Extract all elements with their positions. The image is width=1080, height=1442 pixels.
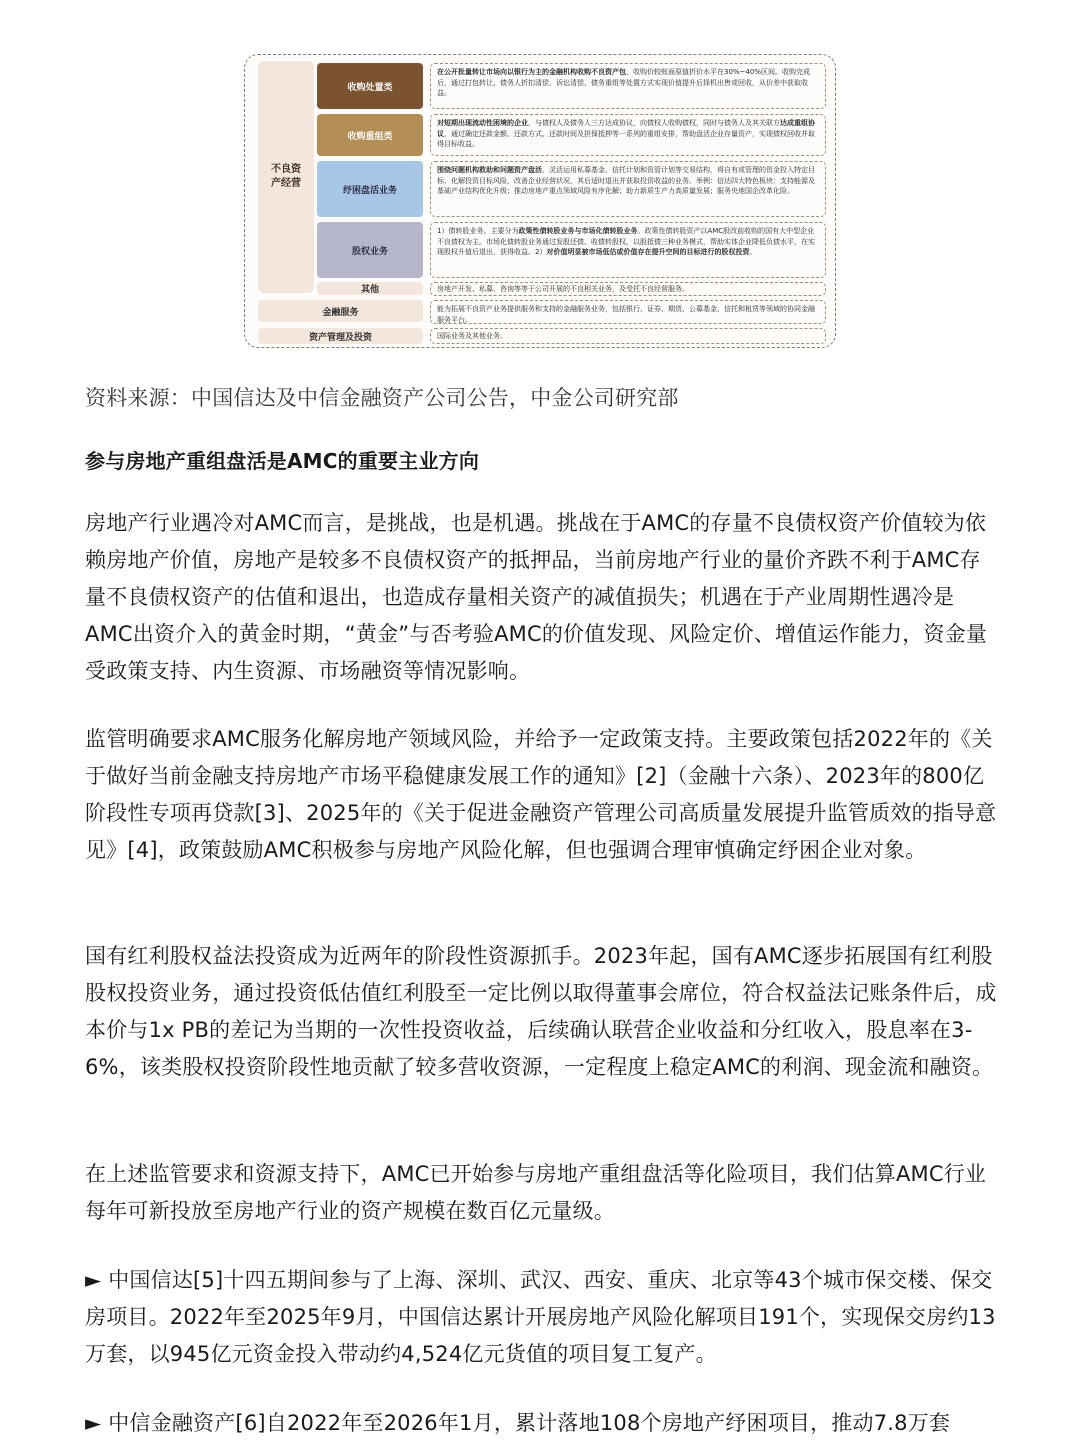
desc-acquisition-disposal: 在公开批量转让市场向以银行为主的金融机构收购不良资产包，收购价较账面原值折价水平在30%~40%区间。收购完成后，通过打包转让、债务人折扣清偿、诉讼清偿、债务重组等处置方式实现价值提升后择机出售或回收，从价差中获取收益。 xyxy=(430,63,826,109)
bullet-paragraph: ► 中国信达[5]十四五期间参与了上海、深圳、武汉、西安、重庆、北京等43个城市保交楼、保交房项目。2022年至2025年9月，中国信达累计开展房地产风险化解项目191个，实现保交房约13万套，以945亿元资金投入带动约4,524亿元货值的项目复工复产。 xyxy=(85,1268,996,1366)
desc-acquisition-restructuring: 对短期出现流动性困境的企业，与债权人及债务人三方达成协议，向债权人收购债权，同时与债务人及其关联方达成重组协议，通过确定还款金额、还款方式、还款时间及担保抵押等一系列的重组安排，帮助盘活企业存量资产，实现债权回收并取得目标收益。 xyxy=(430,114,826,156)
desc-bailout-revitalization: 围绕问题机构救助和问题资产盘活，灵活运用私募基金、信托计划和资管计划等交易结构，将自有或管理的资金投入特定目标，化解投资目标风险，改善企业经营状况，其后适时退出并获取投资收益的业务。举例：信达四大特色板块：支持能源及基础产业结构优化升级；推动房地产重点领域风险有序化解；助力新质生产力高质量发展；服务央地国企改革化险。 xyxy=(430,161,826,217)
category-financial-services: 金融服务 xyxy=(258,300,423,322)
paragraph: 房地产行业遇冷对AMC而言，是挑战，也是机遇。挑战在于AMC的存量不良债权资产价值较为依赖房地产价值，房地产是较多不良债权资产的抵押品，当前房地产行业的量价齐跌不利于AMC存量不良债权资产的估值和退出，也造成存量相关资产的减值损失；机遇在于产业周期性遇冷是AMC出资介入的黄金时期，“黄金”与否考验AMC的价值发现、风险定价、增值运作能力，资金量受政策支持、内生资源、市场融资等情况影响。 xyxy=(85,511,988,683)
desc-equity-business: 1）债转股业务。主要分为政策性债转股业务与市场化债转股业务。政策性债转股资产以AMC股改前收购的国有大中型企业不良债权为主。市场化债转股业务通过发股还债、收债转股权、以股抵债三种业务模式，帮助实体企业降低负债水平，在实现股权升值后退出，获得收益。2）对价值明显被市场低估或价值存在提升空间的目标进行的股权投资。 xyxy=(430,222,826,278)
paragraph: 国有红利股权益法投资成为近两年的阶段性资源抓手。2023年起，国有AMC逐步拓展国有红利股股权投资业务，通过投资低估值红利股至一定比例以取得董事会席位，符合权益法记账条件后，成本价与1x PB的差记为当期的一次性投资收益，后续确认联营企业收益和分红收入，股息率在3-6%，该类股权投资阶段性地贡献了较多营收资源，一定程度上稳定AMC的利润、现金流和融资。 xyxy=(85,944,997,1079)
category-other: 其他 xyxy=(317,282,423,295)
paragraph: 在上述监管要求和资源支持下，AMC已开始参与房地产重组盘活等化险项目，我们估算AMC行业每年可新投放至房地产行业的资产规模在数百亿元量级。 xyxy=(85,1162,987,1223)
paragraph: 监管明确要求AMC服务化解房地产领域风险，并给予一定政策支持。主要政策包括2022年的《关于做好当前金融支持房地产市场平稳健康发展工作的通知》[2]（金融十六条）、2023年的800亿阶段性专项再贷款[3]、2025年的《关于促进金融资产管理公司高质量发展提升监管质效的指导意见》[4]，政策鼓励AMC积极参与房地产风险化解，但也强调合理审慎确定纾困企业对象。 xyxy=(85,727,997,862)
category-equity-business: 股权业务 xyxy=(317,222,423,278)
group-label: 不良资产经营 xyxy=(271,164,301,189)
category-acquisition-disposal: 收购处置类 xyxy=(317,63,423,109)
category-asset-management: 资产管理及投资 xyxy=(258,328,423,344)
desc-asset-management: 国际业务及其他业务。 xyxy=(430,328,826,344)
category-acquisition-restructuring: 收购重组类 xyxy=(317,114,423,156)
category-bailout-revitalization: 纾困盘活业务 xyxy=(317,161,423,217)
group-label-box xyxy=(258,61,314,293)
desc-financial-services: 能为拓展不良资产业务提供服务和支持的金融服务业务，包括银行、证券、期货、公募基金、信托和租赁等领域的协同金融服务平台。 xyxy=(430,300,826,324)
figure-source: 资料来源：中国信达及中信金融资产公司公告，中金公司研究部 xyxy=(85,386,679,410)
business-structure-figure xyxy=(244,54,836,348)
section-heading: 参与房地产重组盘活是AMC的重要主业方向 xyxy=(85,449,480,473)
bullet-paragraph: ► 中信金融资产[6]自2022年至2026年1月，累计落地108个房地产纾困项目，推动7.8万套 xyxy=(85,1411,951,1435)
desc-other: 房地产开发、私募、咨询等等于公司开展的不良相关业务，及受托不良经营服务。 xyxy=(430,282,826,296)
